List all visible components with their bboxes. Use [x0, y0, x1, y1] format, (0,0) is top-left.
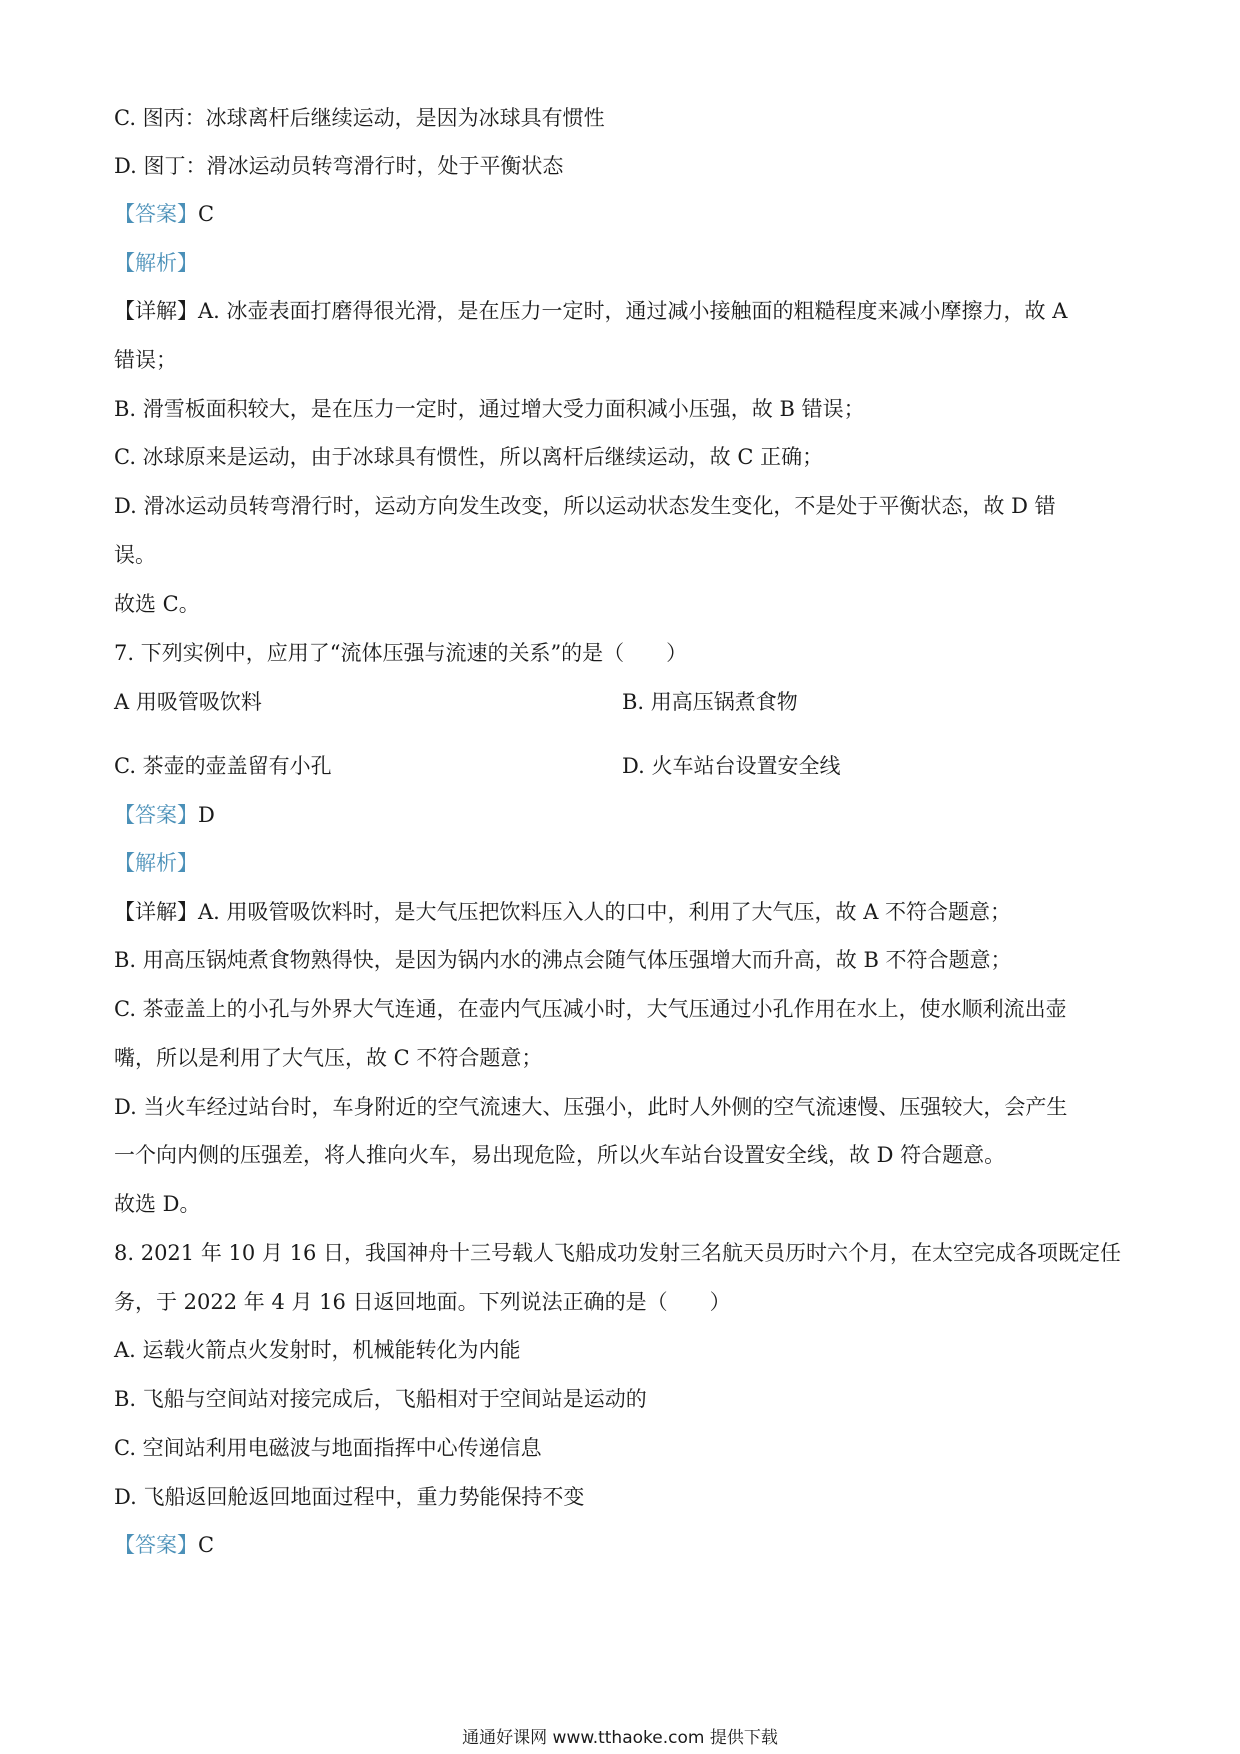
- q7-detail-line-1: [114, 897, 1011, 927]
- detail-tag: 【详解】: [114, 900, 198, 924]
- q8-option-b: B. 飞船与空间站对接完成后，飞船相对于空间站是运动的: [114, 1387, 647, 1411]
- q6-answer: [114, 199, 214, 229]
- q7-detail-line-4: 嘴，所以是利用了大气压，故 C 不符合题意；: [114, 1046, 543, 1070]
- q8-stem-line-1: 8. 2021 年 10 月 16 日，我国神舟十三号载人飞船成功发射三名航天员历时六个月，在太空完成各项既定任: [114, 1241, 1121, 1265]
- q7-stem: 7. 下列实例中，应用了“流体压强与流速的关系”的是（ ）: [114, 641, 688, 665]
- q7-detail-line-6: 一个向内侧的压强差，将人推向火车，易出现危险，所以火车站台设置安全线，故 D 符合题意。: [114, 1143, 1006, 1167]
- q7-option-d: D. 火车站台设置安全线: [622, 754, 841, 778]
- q7-detail-line-2: B. 用高压锅炖煮食物熟得快，是因为锅内水的沸点会随气体压强增大而升高，故 B 不符合题意；: [114, 948, 1012, 972]
- q8-option-d: D. 飞船返回舱返回地面过程中，重力势能保持不变: [114, 1485, 585, 1509]
- q7-conclusion: 故选 D。: [114, 1192, 201, 1216]
- page-footer: 通通好课网 www.tthaoke.com 提供下载: [462, 1728, 778, 1748]
- q6-option-d: D. 图丁：滑冰运动员转弯滑行时，处于平衡状态: [114, 154, 564, 178]
- answer-value: C: [198, 202, 215, 226]
- q8-stem-line-2: 务，于 2022 年 4 月 16 日返回地面。下列说法正确的是（ ）: [114, 1290, 731, 1314]
- answer-value: D: [198, 803, 215, 827]
- q7-detail-line-5: D. 当火车经过站台时，车身附近的空气流速大、压强小，此时人外侧的空气流速慢、压强较大，会产生: [114, 1095, 1068, 1119]
- q7-option-a: A 用吸管吸饮料: [114, 690, 262, 714]
- q6-conclusion: 故选 C。: [114, 592, 200, 616]
- q7-option-c: C. 茶壶的壶盖留有小孔: [114, 754, 332, 778]
- q7-detail-line-3: C. 茶壶盖上的小孔与外界大气连通，在壶内气压减小时，大气压通过小孔作用在水上，使水顺利流出壶: [114, 997, 1067, 1021]
- answer-tag: 【答案】: [114, 1533, 198, 1557]
- q6-detail-line-4: C. 冰球原来是运动，由于冰球具有惯性，所以离杆后继续运动，故 C 正确；: [114, 445, 824, 469]
- q6-detail-line-5: D. 滑冰运动员转弯滑行时，运动方向发生改变，所以运动状态发生变化，不是处于平衡状态，故 D 错: [114, 494, 1056, 518]
- q6-detail-line-6: 误。: [114, 543, 156, 567]
- q6-detail-line-2: 错误；: [114, 348, 177, 372]
- answer-tag: 【答案】: [114, 202, 198, 226]
- q8-option-c: C. 空间站利用电磁波与地面指挥中心传递信息: [114, 1436, 542, 1460]
- answer-tag: 【答案】: [114, 803, 198, 827]
- detail-text: A. 用吸管吸饮料时，是大气压把饮料压入人的口中，利用了大气压，故 A 不符合题意；: [198, 900, 1012, 924]
- answer-value: C: [198, 1533, 215, 1557]
- q7-analysis-tag: 【解析】: [114, 851, 198, 875]
- q8-option-a: A. 运载火箭点火发射时，机械能转化为内能: [114, 1338, 521, 1362]
- q7-answer: [114, 800, 215, 830]
- q6-option-c: C. 图丙：冰球离杆后继续运动，是因为冰球具有惯性: [114, 106, 605, 130]
- detail-text: A. 冰壶表面打磨得很光滑，是在压力一定时，通过减小接触面的粗糙程度来减小摩擦力，故 A: [198, 299, 1068, 323]
- q6-detail-line-3: B. 滑雪板面积较大，是在压力一定时，通过增大受力面积减小压强，故 B 错误；: [114, 397, 865, 421]
- q6-analysis-tag: 【解析】: [114, 251, 198, 275]
- detail-tag: 【详解】: [114, 299, 198, 323]
- q8-answer: [114, 1530, 214, 1560]
- q7-option-b: B. 用高压锅煮食物: [622, 690, 798, 714]
- q6-detail-line-1: [114, 296, 1067, 326]
